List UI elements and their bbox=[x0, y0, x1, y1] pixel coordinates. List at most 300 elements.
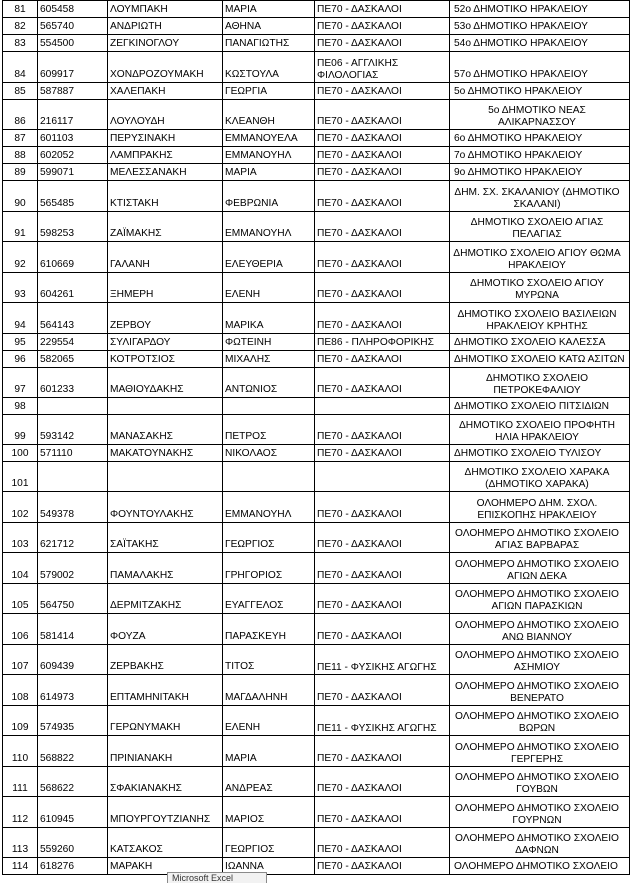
specialty-cell bbox=[315, 736, 450, 767]
surname-cell-text: ΚΑΤΣΑΚΟΣ bbox=[110, 844, 163, 855]
first-name-cell-text: ΕΜΜΑΝΟΥΗΛ bbox=[225, 228, 292, 239]
row-number-cell-text: 102 bbox=[11, 509, 29, 520]
school-cell bbox=[450, 462, 630, 492]
surname-cell-text: ΖΕΡΒΟΥ bbox=[110, 320, 151, 331]
surname-cell bbox=[108, 1, 223, 18]
registry-code-cell bbox=[38, 645, 108, 675]
school-cell-text: ΔΗΜΟΤΙΚΟ ΣΧΟΛΕΙΟ ΠΕΤΡΟΚΕΦΑΛΙΟΥ bbox=[485, 373, 589, 396]
first-name-cell bbox=[223, 584, 315, 614]
specialty-cell-text: ΠΕ11 - ΦΥΣΙΚΗΣ ΑΓΩΓΗΣ bbox=[317, 662, 437, 673]
surname-cell-text: ΜΑΝΑΣΑΚΗΣ bbox=[110, 431, 173, 442]
specialty-cell bbox=[315, 614, 450, 645]
row-number-cell-text: 91 bbox=[14, 228, 26, 239]
first-name-cell bbox=[223, 181, 315, 212]
school-cell bbox=[450, 415, 630, 445]
school-cell-text: 5ο ΔΗΜΟΤΙΚΟ ΗΡΑΚΛΕΙΟΥ bbox=[454, 86, 583, 97]
row-number-cell-text: 107 bbox=[11, 661, 29, 672]
row-number-cell-text: 84 bbox=[14, 69, 26, 80]
row-number-cell bbox=[3, 273, 38, 303]
specialty-cell-text: ΠΕ70 - ΔΑΣΚΑΛΟΙ bbox=[317, 86, 402, 97]
first-name-cell-text: ΓΕΩΡΓΙΟΣ bbox=[225, 844, 275, 855]
registry-code-cell-text: 621712 bbox=[40, 539, 74, 550]
specialty-cell-text: ΠΕ86 - ΠΛΗΡΟΦΟΡΙΚΗΣ bbox=[317, 337, 434, 348]
row-number-cell bbox=[3, 242, 38, 273]
registry-code-cell bbox=[38, 83, 108, 100]
school-cell-text: ΟΛΟΗΜΕΡΟ ΔΗΜΟΤΙΚΟ ΣΧΟΛΕΙΟ ΒΩΡΩΝ bbox=[455, 711, 619, 734]
taskbar-tooltip: Microsoft Excel bbox=[167, 872, 267, 883]
first-name-cell-text: ΦΕΒΡΩΝΙΑ bbox=[225, 198, 279, 209]
first-name-cell bbox=[223, 398, 315, 415]
registry-code-cell-text: 549378 bbox=[40, 509, 74, 520]
specialty-cell bbox=[315, 858, 450, 875]
row-number-cell bbox=[3, 462, 38, 492]
specialty-cell bbox=[315, 797, 450, 828]
registry-code-cell bbox=[38, 398, 108, 415]
specialty-cell-text: ΠΕ70 - ΔΑΣΚΑΛΟΙ bbox=[317, 198, 402, 209]
specialty-cell bbox=[315, 164, 450, 181]
specialty-cell bbox=[315, 368, 450, 398]
row-number-cell-text: 111 bbox=[12, 783, 28, 794]
school-cell bbox=[450, 368, 630, 398]
first-name-cell-text: ΠΑΝΑΓΙΩΤΗΣ bbox=[225, 38, 290, 49]
first-name-cell bbox=[223, 1, 315, 18]
registry-code-cell-text: 564143 bbox=[40, 320, 74, 331]
first-name-cell-text: ΕΥΑΓΓΕΛΟΣ bbox=[225, 600, 284, 611]
row-number-cell bbox=[3, 368, 38, 398]
row-number-cell-text: 86 bbox=[14, 116, 26, 127]
surname-cell bbox=[108, 736, 223, 767]
registry-code-cell bbox=[38, 614, 108, 645]
surname-cell bbox=[108, 368, 223, 398]
registry-code-cell-text: 598253 bbox=[40, 228, 74, 239]
surname-cell-text: ΖΕΓΚΙΝΟΓΛΟΥ bbox=[110, 38, 180, 49]
school-cell bbox=[450, 828, 630, 858]
table-row bbox=[3, 18, 630, 35]
registry-code-cell-text: 618276 bbox=[40, 861, 74, 872]
registry-code-cell bbox=[38, 100, 108, 130]
school-cell bbox=[450, 706, 630, 736]
row-number-cell-text: 103 bbox=[11, 539, 29, 550]
surname-cell bbox=[108, 828, 223, 858]
school-cell bbox=[450, 242, 630, 273]
row-number-cell bbox=[3, 445, 38, 462]
registry-code-cell bbox=[38, 492, 108, 523]
surname-cell-text: ΚΤΙΣΤΑΚΗ bbox=[110, 198, 159, 209]
school-cell bbox=[450, 181, 630, 212]
school-cell bbox=[450, 614, 630, 645]
specialty-cell-text: ΠΕ11 - ΦΥΣΙΚΗΣ ΑΓΩΓΗΣ bbox=[317, 723, 437, 734]
school-cell-text: ΟΛΟΗΜΕΡΟ ΔΗΜΟΤΙΚΟ ΣΧΟΛΕΙΟ ΑΝΩ ΒΙΑΝΝΟΥ bbox=[455, 620, 619, 643]
row-number-cell bbox=[3, 1, 38, 18]
row-number-cell-text: 109 bbox=[11, 722, 29, 733]
registry-code-cell bbox=[38, 415, 108, 445]
surname-cell bbox=[108, 675, 223, 706]
school-cell bbox=[450, 645, 630, 675]
table-row bbox=[3, 584, 630, 614]
specialty-cell bbox=[315, 351, 450, 368]
specialty-cell bbox=[315, 100, 450, 130]
surname-cell bbox=[108, 130, 223, 147]
registry-code-cell-text: 565485 bbox=[40, 198, 74, 209]
table-row bbox=[3, 130, 630, 147]
surname-cell bbox=[108, 83, 223, 100]
school-cell-text: ΟΛΟΗΜΕΡΟ ΔΗΜΟΤΙΚΟ ΣΧΟΛΕΙΟ ΑΓΙΩΝ ΔΕΚΑ bbox=[455, 559, 619, 582]
school-cell bbox=[450, 351, 630, 368]
table-body bbox=[3, 1, 630, 875]
table-row bbox=[3, 368, 630, 398]
row-number-cell-text: 92 bbox=[14, 259, 26, 270]
specialty-cell bbox=[315, 212, 450, 242]
school-cell bbox=[450, 523, 630, 553]
first-name-cell bbox=[223, 462, 315, 492]
registry-code-cell bbox=[38, 147, 108, 164]
first-name-cell-text: ΜΑΡΙΟΣ bbox=[225, 814, 265, 825]
registry-code-cell bbox=[38, 736, 108, 767]
registry-code-cell bbox=[38, 351, 108, 368]
registry-code-cell-text: 565740 bbox=[40, 21, 74, 32]
first-name-cell-text: ΓΕΩΡΓΙΟΣ bbox=[225, 539, 275, 550]
registry-code-cell bbox=[38, 164, 108, 181]
first-name-cell bbox=[223, 445, 315, 462]
table-row bbox=[3, 181, 630, 212]
registry-code-cell-text: 554500 bbox=[40, 38, 74, 49]
specialty-cell-text: ΠΕ70 - ΔΑΣΚΑΛΟΙ bbox=[317, 431, 402, 442]
row-number-cell-text: 93 bbox=[14, 289, 26, 300]
registry-code-cell bbox=[38, 462, 108, 492]
registry-code-cell bbox=[38, 445, 108, 462]
registry-code-cell bbox=[38, 130, 108, 147]
school-cell bbox=[450, 147, 630, 164]
first-name-cell bbox=[223, 351, 315, 368]
specialty-cell-text: ΠΕ70 - ΔΑΣΚΑΛΟΙ bbox=[317, 4, 402, 15]
first-name-cell-text: ΚΩΣΤΟΥΛΑ bbox=[225, 69, 279, 80]
first-name-cell bbox=[223, 706, 315, 736]
school-cell bbox=[450, 1, 630, 18]
school-cell-text: 52ο ΔΗΜΟΤΙΚΟ ΗΡΑΚΛΕΙΟΥ bbox=[454, 4, 588, 15]
first-name-cell bbox=[223, 614, 315, 645]
school-cell bbox=[450, 334, 630, 351]
row-number-cell-text: 81 bbox=[14, 4, 26, 15]
school-cell-text: ΔΗΜΟΤΙΚΟ ΣΧΟΛΕΙΟ ΠΡΟΦΗΤΗ ΗΛΙΑ ΗΡΑΚΛΕΙΟΥ bbox=[458, 420, 616, 443]
first-name-cell-text: ΜΑΡΙΑ bbox=[225, 167, 257, 178]
surname-cell-text: ΔΕΡΜΙΤΖΑΚΗΣ bbox=[110, 600, 182, 611]
specialty-cell-text: ΠΕ70 - ΔΑΣΚΑΛΟΙ bbox=[317, 631, 402, 642]
first-name-cell bbox=[223, 303, 315, 334]
registry-code-cell-text: 582065 bbox=[40, 354, 74, 365]
specialty-cell-text: ΠΕ70 - ΔΑΣΚΑΛΟΙ bbox=[317, 509, 402, 520]
surname-cell bbox=[108, 645, 223, 675]
specialty-cell-text: ΠΕ70 - ΔΑΣΚΑΛΟΙ bbox=[317, 783, 402, 794]
table-row bbox=[3, 52, 630, 83]
school-cell bbox=[450, 100, 630, 130]
row-number-cell-text: 83 bbox=[14, 38, 26, 49]
row-number-cell-text: 113 bbox=[11, 844, 29, 855]
specialty-cell bbox=[315, 553, 450, 584]
first-name-cell bbox=[223, 415, 315, 445]
first-name-cell bbox=[223, 767, 315, 797]
registry-code-cell bbox=[38, 181, 108, 212]
first-name-cell bbox=[223, 100, 315, 130]
registry-code-cell-text: 574935 bbox=[40, 722, 74, 733]
surname-cell-text: ΛΟΥΛΟΥΔΗ bbox=[110, 116, 165, 127]
school-cell bbox=[450, 553, 630, 584]
row-number-cell-text: 105 bbox=[11, 600, 29, 611]
registry-code-cell-text: 609439 bbox=[40, 661, 74, 672]
row-number-cell-text: 110 bbox=[11, 753, 29, 764]
school-cell bbox=[450, 445, 630, 462]
surname-cell bbox=[108, 351, 223, 368]
surname-cell-text: ΛΑΜΠΡΑΚΗΣ bbox=[110, 150, 173, 161]
table-row bbox=[3, 797, 630, 828]
table-row bbox=[3, 334, 630, 351]
row-number-cell-text: 100 bbox=[11, 448, 29, 459]
specialty-cell-text: ΠΕ70 - ΔΑΣΚΑΛΟΙ bbox=[317, 167, 402, 178]
surname-cell bbox=[108, 100, 223, 130]
row-number-cell-text: 97 bbox=[14, 384, 26, 395]
row-number-cell bbox=[3, 523, 38, 553]
registry-code-cell-text: 609917 bbox=[40, 69, 74, 80]
first-name-cell bbox=[223, 130, 315, 147]
surname-cell-text: ΠΡΙΝΙΑΝΑΚΗ bbox=[110, 753, 173, 764]
specialty-cell bbox=[315, 398, 450, 415]
school-cell bbox=[450, 858, 630, 875]
row-number-cell-text: 112 bbox=[11, 814, 29, 825]
registry-code-cell bbox=[38, 523, 108, 553]
school-cell-text: ΔΗΜΟΤΙΚΟ ΣΧΟΛΕΙΟ ΧΑΡΑΚΑ (ΔΗΜΟΤΙΚΟ ΧΑΡΑΚΑ) bbox=[464, 467, 610, 490]
surname-cell bbox=[108, 492, 223, 523]
table-row bbox=[3, 553, 630, 584]
registry-code-cell bbox=[38, 273, 108, 303]
row-number-cell bbox=[3, 828, 38, 858]
first-name-cell bbox=[223, 242, 315, 273]
registry-code-cell-text: 579002 bbox=[40, 570, 74, 581]
registry-code-cell-text: 614973 bbox=[40, 692, 74, 703]
registry-code-cell bbox=[38, 553, 108, 584]
surname-cell-text: ΦΟΥΖΑ bbox=[110, 631, 146, 642]
first-name-cell-text: ΤΙΤΟΣ bbox=[225, 661, 255, 672]
first-name-cell-text: ΜΑΡΙΚΑ bbox=[225, 320, 264, 331]
specialty-cell-text: ΠΕ70 - ΔΑΣΚΑΛΟΙ bbox=[317, 600, 402, 611]
surname-cell-text: ΑΝΔΡΙΩΤΗ bbox=[110, 21, 162, 32]
row-number-cell bbox=[3, 303, 38, 334]
registry-code-cell bbox=[38, 334, 108, 351]
specialty-cell bbox=[315, 645, 450, 675]
table-row bbox=[3, 492, 630, 523]
surname-cell bbox=[108, 334, 223, 351]
surname-cell-text: ΜΠΟΥΡΓΟΥΤΖΙΑΝΗΣ bbox=[110, 814, 211, 825]
school-assignments-table bbox=[2, 0, 630, 875]
school-cell bbox=[450, 212, 630, 242]
surname-cell bbox=[108, 614, 223, 645]
specialty-cell-text: ΠΕ70 - ΔΑΣΚΑΛΟΙ bbox=[317, 692, 402, 703]
registry-code-cell-text: 568822 bbox=[40, 753, 74, 764]
registry-code-cell bbox=[38, 675, 108, 706]
row-number-cell bbox=[3, 100, 38, 130]
surname-cell-text: ΜΑΡΑΚΗ bbox=[110, 861, 153, 872]
specialty-cell-text: ΠΕ70 - ΔΑΣΚΑΛΟΙ bbox=[317, 861, 402, 872]
table-row bbox=[3, 35, 630, 52]
first-name-cell-text: ΦΩΤΕΙΝΗ bbox=[225, 337, 272, 348]
school-cell bbox=[450, 18, 630, 35]
row-number-cell bbox=[3, 797, 38, 828]
specialty-cell bbox=[315, 18, 450, 35]
specialty-cell bbox=[315, 415, 450, 445]
school-cell-text: 9ο ΔΗΜΟΤΙΚΟ ΗΡΑΚΛΕΙΟΥ bbox=[454, 167, 583, 178]
table-row bbox=[3, 675, 630, 706]
row-number-cell bbox=[3, 614, 38, 645]
registry-code-cell-text: 564750 bbox=[40, 600, 74, 611]
row-number-cell bbox=[3, 675, 38, 706]
first-name-cell bbox=[223, 212, 315, 242]
first-name-cell-text: ΜΑΡΙΑ bbox=[225, 753, 257, 764]
table-row bbox=[3, 273, 630, 303]
surname-cell bbox=[108, 767, 223, 797]
surname-cell-text: ΣΑΪΤΑΚΗΣ bbox=[110, 539, 159, 550]
specialty-cell bbox=[315, 675, 450, 706]
specialty-cell-text: ΠΕ70 - ΔΑΣΚΑΛΟΙ bbox=[317, 289, 402, 300]
row-number-cell-text: 87 bbox=[14, 133, 26, 144]
table-row bbox=[3, 1, 630, 18]
specialty-cell-text: ΠΕ70 - ΔΑΣΚΑΛΟΙ bbox=[317, 844, 402, 855]
first-name-cell-text: ΕΜΜΑΝΟΥΗΛ bbox=[225, 509, 292, 520]
surname-cell-text: ΠΕΡΥΣΙΝΑΚΗ bbox=[110, 133, 176, 144]
table-row bbox=[3, 351, 630, 368]
school-cell-text: 53ο ΔΗΜΟΤΙΚΟ ΗΡΑΚΛΕΙΟΥ bbox=[454, 21, 588, 32]
row-number-cell-text: 82 bbox=[14, 21, 26, 32]
first-name-cell-text: ΠΑΡΑΣΚΕΥΗ bbox=[225, 631, 287, 642]
row-number-cell-text: 88 bbox=[14, 150, 26, 161]
first-name-cell-text: ΙΩΑΝΝΑ bbox=[225, 861, 264, 872]
table-row bbox=[3, 83, 630, 100]
row-number-cell bbox=[3, 212, 38, 242]
school-cell-text: ΔΗΜΟΤΙΚΟ ΣΧΟΛΕΙΟ ΚΑΛΕΣΣΑ bbox=[454, 337, 606, 348]
first-name-cell-text: ΜΑΓΔΑΛΗΝΗ bbox=[225, 692, 288, 703]
surname-cell-text: ΕΠΤΑΜΗΝΙΤΑΚΗ bbox=[110, 692, 189, 703]
specialty-cell bbox=[315, 130, 450, 147]
first-name-cell-text: ΕΛΕΥΘΕΡΙΑ bbox=[225, 259, 283, 270]
surname-cell bbox=[108, 181, 223, 212]
surname-cell bbox=[108, 553, 223, 584]
table-row bbox=[3, 645, 630, 675]
registry-code-cell-text: 601233 bbox=[40, 384, 74, 395]
school-cell-text: ΔΗΜΟΤΙΚΟ ΣΧΟΛΕΙΟ ΑΓΙΟΥ ΜΥΡΩΝΑ bbox=[470, 278, 604, 301]
first-name-cell-text: ΕΜΜΑΝΟΥΗΛ bbox=[225, 150, 292, 161]
registry-code-cell bbox=[38, 828, 108, 858]
first-name-cell-text: ΝΙΚΟΛΑΟΣ bbox=[225, 448, 278, 459]
school-cell bbox=[450, 83, 630, 100]
first-name-cell-text: ΓΕΩΡΓΙΑ bbox=[225, 86, 268, 97]
specialty-cell-text: ΠΕ70 - ΔΑΣΚΑΛΟΙ bbox=[317, 259, 402, 270]
school-cell-text: ΔΗΜ. ΣΧ. ΣΚΑΛΑΝΙΟΥ (ΔΗΜΟΤΙΚΟ ΣΚΑΛΑΝΙ) bbox=[454, 187, 620, 210]
first-name-cell bbox=[223, 334, 315, 351]
registry-code-cell-text: 605458 bbox=[40, 4, 74, 15]
first-name-cell bbox=[223, 736, 315, 767]
specialty-cell bbox=[315, 462, 450, 492]
first-name-cell-text: ΑΘΗΝΑ bbox=[225, 21, 262, 32]
surname-cell bbox=[108, 273, 223, 303]
specialty-cell bbox=[315, 303, 450, 334]
row-number-cell-text: 106 bbox=[11, 631, 29, 642]
table-row bbox=[3, 212, 630, 242]
first-name-cell bbox=[223, 492, 315, 523]
school-cell-text: 6ο ΔΗΜΟΤΙΚΟ ΗΡΑΚΛΕΙΟΥ bbox=[454, 133, 583, 144]
registry-code-cell bbox=[38, 35, 108, 52]
specialty-cell-text: ΠΕ70 - ΔΑΣΚΑΛΟΙ bbox=[317, 320, 402, 331]
school-cell bbox=[450, 303, 630, 334]
surname-cell bbox=[108, 523, 223, 553]
table-row bbox=[3, 767, 630, 797]
specialty-cell bbox=[315, 334, 450, 351]
school-cell-text: ΟΛΟΗΜΕΡΟ ΔΗΜΟΤΙΚΟ ΣΧΟΛΕΙΟ ΓΟΥΡΝΩΝ bbox=[455, 803, 619, 826]
registry-code-cell-text: 559260 bbox=[40, 844, 74, 855]
row-number-cell bbox=[3, 858, 38, 875]
registry-code-cell bbox=[38, 242, 108, 273]
school-cell-text: ΔΗΜΟΤΙΚΟ ΣΧΟΛΕΙΟ ΠΙΤΣΙΔΙΩΝ bbox=[454, 401, 610, 412]
first-name-cell bbox=[223, 18, 315, 35]
surname-cell-text: ΖΕΡΒΑΚΗΣ bbox=[110, 661, 164, 672]
registry-code-cell-text: 587887 bbox=[40, 86, 74, 97]
registry-code-cell-text: 581414 bbox=[40, 631, 74, 642]
specialty-cell bbox=[315, 147, 450, 164]
specialty-cell bbox=[315, 35, 450, 52]
first-name-cell bbox=[223, 147, 315, 164]
registry-code-cell bbox=[38, 52, 108, 83]
school-cell bbox=[450, 52, 630, 83]
specialty-cell bbox=[315, 181, 450, 212]
row-number-cell-text: 108 bbox=[11, 692, 29, 703]
table-row bbox=[3, 242, 630, 273]
school-cell bbox=[450, 35, 630, 52]
row-number-cell-text: 96 bbox=[14, 354, 26, 365]
registry-code-cell-text: 599071 bbox=[40, 167, 74, 178]
surname-cell bbox=[108, 462, 223, 492]
row-number-cell bbox=[3, 334, 38, 351]
school-cell-text: ΟΛΟΗΜΕΡΟ ΔΗΜ. ΣΧΟΛ. ΕΠΙΣΚΟΠΗΣ ΗΡΑΚΛΕΙΟΥ bbox=[476, 498, 598, 521]
first-name-cell-text: ΑΝΤΩΝΙΟΣ bbox=[225, 384, 278, 395]
row-number-cell-text: 90 bbox=[14, 198, 26, 209]
first-name-cell-text: ΑΝΔΡΕΑΣ bbox=[225, 783, 273, 794]
specialty-cell-text: ΠΕ70 - ΔΑΣΚΑΛΟΙ bbox=[317, 753, 402, 764]
row-number-cell bbox=[3, 584, 38, 614]
surname-cell bbox=[108, 584, 223, 614]
school-cell-text: ΔΗΜΟΤΙΚΟ ΣΧΟΛΕΙΟ ΤΥΛΙΣΟΥ bbox=[454, 448, 602, 459]
table-row bbox=[3, 415, 630, 445]
school-cell-text: ΟΛΟΗΜΕΡΟ ΔΗΜΟΤΙΚΟ ΣΧΟΛΕΙΟ ΓΕΡΓΕΡΗΣ bbox=[455, 742, 619, 765]
first-name-cell bbox=[223, 52, 315, 83]
table-row bbox=[3, 736, 630, 767]
row-number-cell bbox=[3, 83, 38, 100]
specialty-cell-text: ΠΕ70 - ΔΑΣΚΑΛΟΙ bbox=[317, 133, 402, 144]
school-cell bbox=[450, 736, 630, 767]
row-number-cell-text: 98 bbox=[14, 401, 26, 412]
specialty-cell-text: ΠΕ70 - ΔΑΣΚΑΛΟΙ bbox=[317, 150, 402, 161]
row-number-cell-text: 99 bbox=[14, 431, 26, 442]
specialty-cell bbox=[315, 492, 450, 523]
school-cell-text: 5ο ΔΗΜΟΤΙΚΟ ΝΕΑΣ ΑΛΙΚΑΡΝΑΣΣΟΥ bbox=[488, 105, 586, 128]
registry-code-cell bbox=[38, 706, 108, 736]
school-cell-text: ΔΗΜΟΤΙΚΟ ΣΧΟΛΕΙΟ ΒΑΣΙΛΕΙΩΝ ΗΡΑΚΛΕΙΟΥ ΚΡΗΤΗΣ bbox=[457, 309, 617, 332]
school-cell-text: ΟΛΟΗΜΕΡΟ ΔΗΜΟΤΙΚΟ ΣΧΟΛΕΙΟ ΒΕΝΕΡΑΤΟ bbox=[455, 681, 619, 704]
row-number-cell bbox=[3, 147, 38, 164]
surname-cell bbox=[108, 706, 223, 736]
first-name-cell bbox=[223, 35, 315, 52]
row-number-cell bbox=[3, 492, 38, 523]
registry-code-cell bbox=[38, 1, 108, 18]
school-cell-text: ΟΛΟΗΜΕΡΟ ΔΗΜΟΤΙΚΟ ΣΧΟΛΕΙΟ bbox=[454, 861, 618, 872]
first-name-cell bbox=[223, 164, 315, 181]
registry-code-cell bbox=[38, 797, 108, 828]
table-row bbox=[3, 858, 630, 875]
